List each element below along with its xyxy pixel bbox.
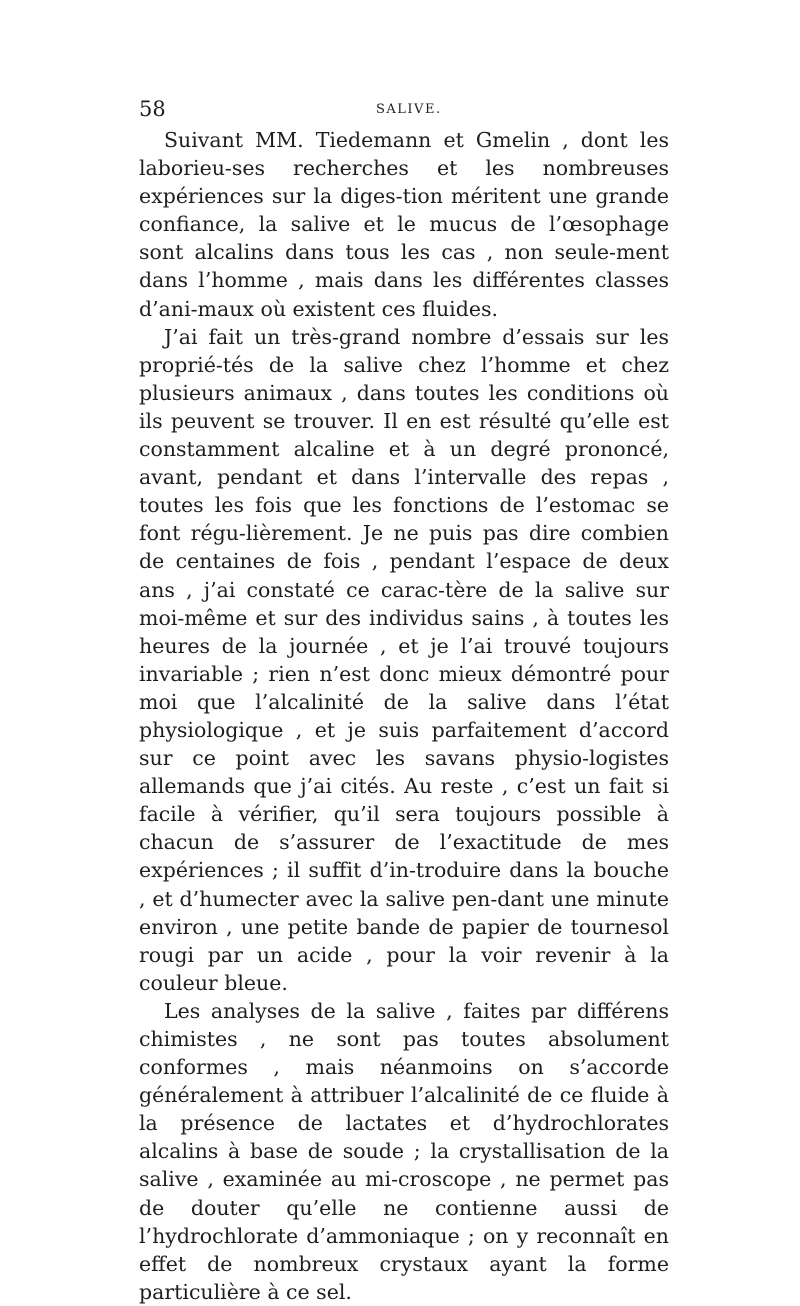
- paragraph: Suivant MM. Tiedemann et Gmelin , dont les laborieu-ses recherches et les nombreuses expériences sur la diges-tion méritent une grande confiance, la salive et le mucus de l’œsophage sont alcalins dans tous les cas , non seule-ment dans l’homme , mais dans les différentes classes d’ani-maux où existent ces fluides.: [139, 128, 669, 321]
- page-number: 58: [139, 97, 166, 121]
- running-head: [139, 98, 669, 120]
- paragraph: Les analyses de la salive , faites par différens chimistes , ne sont pas toutes absolument conformes , mais néanmoins on s’accorde généralement à attribuer l’alcalinité de ce fluide à la présence de lactates et d’hydrochlorates alcalins à base de soude ; la crystallisation de la salive , examinée au mi-croscope , ne permet pas de douter qu’elle ne contienne aussi de l’hydrochlorate d’ammoniaque ; on y reconnaît en effet de nombreux crystaux ayant la forme particulière à ce sel.: [139, 998, 669, 1304]
- running-title: SALIVE.: [376, 102, 442, 117]
- paragraph: J’ai fait un très-grand nombre d’essais sur les proprié-tés de la salive chez l’homme et chez plusieurs animaux , dans toutes les conditions où ils peuvent se trouver. Il en est résulté qu’elle est constamment alcaline et à un degré prononcé, avant, pendant et dans l’intervalle des repas , toutes les fois que les fonctions de l’estomac se font régu-lièrement. Je ne puis pas dire combien de centaines de fois , pendant l’espace de deux ans , j’ai constaté ce carac-tère de la salive sur moi-même et sur des individus sains , à toutes les heures de la journée , et je l’ai trouvé toujours invariable ; rien n’est donc mieux démontré pour moi que l’alcalinité de la salive dans l’état physiologique , et je suis parfaitement d’accord sur ce point avec les savans physio-logistes allemands que j’ai cités. Au reste , c’est un fait si facile à vérifier, qu’il sera toujours possible à chacun de s’assurer de l’exactitude de mes expériences ; il suffit d’in-troduire dans la bouche , et d’humecter avec la salive pen-dant une minute environ , une petite bande de papier de tournesol rougi par un acide , pour la voir revenir à la couleur bleue.: [139, 324, 669, 995]
- body-text: [139, 126, 669, 1306]
